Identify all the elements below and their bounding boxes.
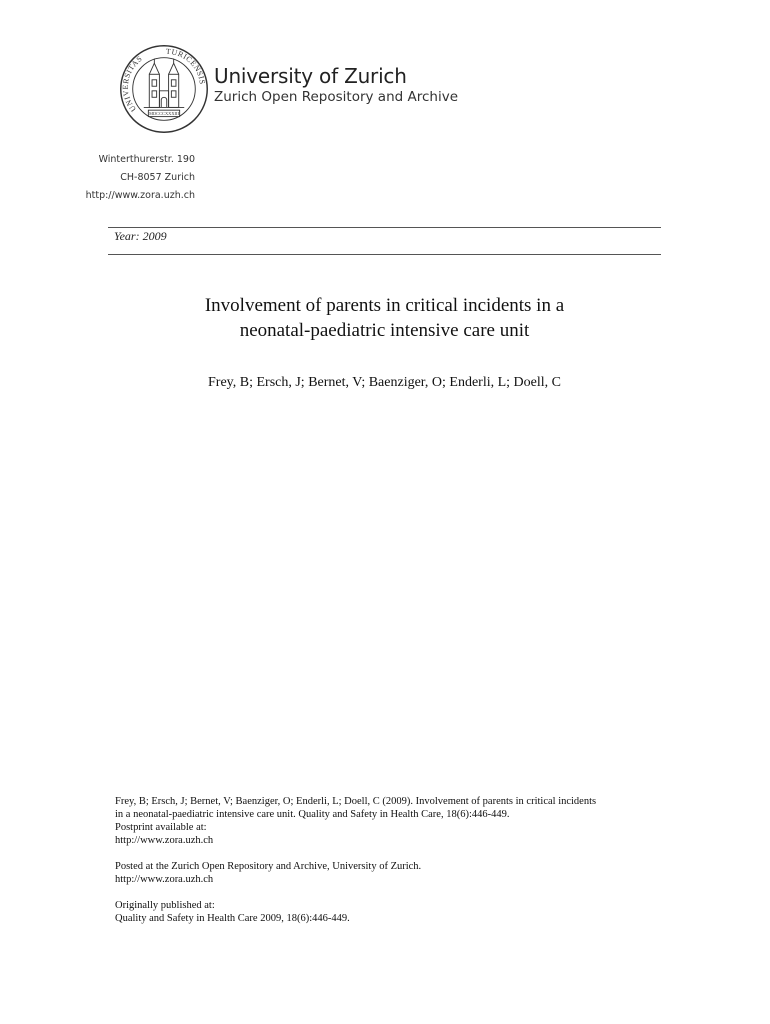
original-paragraph: [115, 899, 675, 925]
article-authors: Frey, B; Ersch, J; Bernet, V; Baenziger, O; Enderli, L; Doell, C: [208, 375, 561, 390]
original-label: Originally published at:: [115, 900, 215, 911]
address-url-link[interactable]: http://www.zora.uzh.ch: [85, 190, 195, 201]
article-title-line2: neonatal-paediatric intensive care unit: [239, 320, 530, 341]
svg-text:UNIVERSITAS: UNIVERSITAS: [120, 53, 145, 114]
university-seal-logo: [118, 43, 210, 135]
postprint-label: Postprint available at:: [115, 822, 207, 833]
citation-line2: in a neonatal-paediatric intensive care unit. Quality and Safety in Health Care, 18(6):446-449.: [115, 809, 510, 820]
citation-line1: Frey, B; Ersch, J; Bernet, V; Baenziger, O; Enderli, L; Doell, C (2009). Involvement of parents in critical incidents: [115, 796, 597, 807]
address-city: CH-8057 Zurich: [120, 172, 195, 183]
top-divider: [108, 227, 661, 228]
bottom-divider: [108, 254, 661, 255]
repository-name: Zurich Open Repository and Archive: [214, 89, 459, 105]
publication-year: Year: 2009: [114, 229, 167, 243]
address-block: [86, 151, 195, 205]
address-street: Winterthurerstr. 190: [98, 154, 195, 165]
original-source: Quality and Safety in Health Care 2009, 18(6):446-449.: [115, 913, 350, 924]
university-name: University of Zurich: [214, 64, 407, 88]
postprint-url-link[interactable]: http://www.zora.uzh.ch: [115, 835, 214, 846]
svg-text:TURICENSIS: TURICENSIS: [165, 46, 207, 86]
article-title: [108, 293, 661, 343]
posted-text: Posted at the Zurich Open Repository and Archive, University of Zurich.: [115, 861, 422, 872]
posted-paragraph: [115, 860, 675, 886]
article-title-line1: Involvement of parents in critical incidents in a: [204, 295, 565, 316]
citation-paragraph: [115, 795, 675, 847]
citation-block: [115, 795, 675, 938]
svg-text:MDCCCXXXIII: MDCCCXXXIII: [149, 111, 179, 117]
posted-url-link[interactable]: http://www.zora.uzh.ch: [115, 874, 214, 885]
